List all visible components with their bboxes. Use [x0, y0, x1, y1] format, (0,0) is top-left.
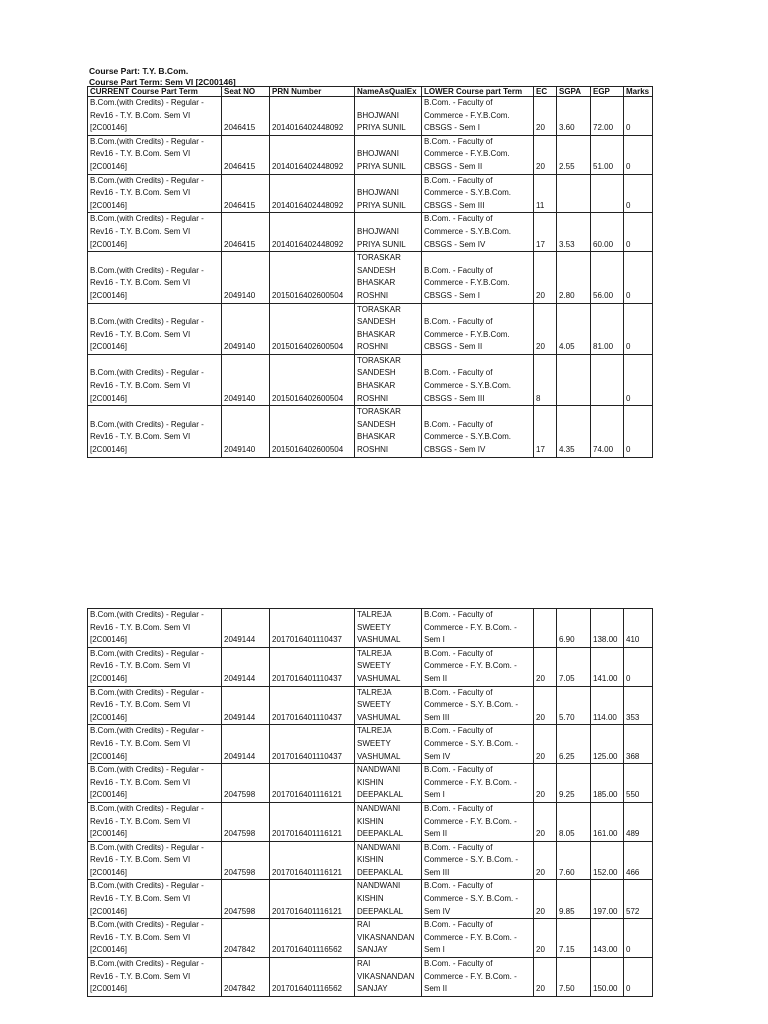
table-row — [88, 725, 653, 764]
cell-seat-no: 2049140 — [222, 303, 270, 354]
cell-lower-term: B.Com. - Faculty of Commerce - S.Y. B.Com. - Sem III — [422, 686, 534, 725]
cell-lower-term: B.Com. - Faculty of Commerce - F.Y.B.Com. CBSGS - Sem II — [422, 135, 534, 174]
cell-sgpa: 3.53 — [557, 213, 591, 252]
col-header-current-term: CURRENT Course Part Term — [88, 87, 222, 97]
cell-lower-term: B.Com. - Faculty of Commerce - S.Y.B.Com. CBSGS - Sem III — [422, 174, 534, 213]
cell-sgpa — [557, 354, 591, 405]
table-row — [88, 841, 653, 880]
cell-name: TORASKAR SANDESH BHASKAR ROSHNI — [355, 354, 422, 405]
course-part-term-label: Course Part Term: Sem VI [2C00146] — [89, 77, 236, 87]
cell-prn: 2014016402448092 — [270, 97, 355, 136]
cell-marks: 0 — [624, 406, 653, 457]
cell-current-term: B.Com.(with Credits) - Regular - Rev16 - T.Y. B.Com. Sem VI [2C00146] — [88, 135, 222, 174]
cell-lower-term: B.Com. - Faculty of Commerce - F.Y. B.Com. - Sem II — [422, 802, 534, 841]
cell-sgpa: 7.05 — [557, 647, 591, 686]
cell-lower-term: B.Com. - Faculty of Commerce - F.Y. B.Com. - Sem I — [422, 764, 534, 803]
cell-sgpa: 5.70 — [557, 686, 591, 725]
cell-egp: 114.00 — [591, 686, 624, 725]
cell-egp: 72.00 — [591, 97, 624, 136]
cell-prn: 2014016402448092 — [270, 174, 355, 213]
cell-seat-no: 2049144 — [222, 647, 270, 686]
cell-name: NANDWANI KISHIN DEEPAKLAL — [355, 764, 422, 803]
cell-current-term: B.Com.(with Credits) - Regular - Rev16 - T.Y. B.Com. Sem VI [2C00146] — [88, 647, 222, 686]
cell-sgpa: 7.15 — [557, 919, 591, 958]
table-row — [88, 174, 653, 213]
cell-egp: 74.00 — [591, 406, 624, 457]
cell-current-term: B.Com.(with Credits) - Regular - Rev16 - T.Y. B.Com. Sem VI [2C00146] — [88, 802, 222, 841]
cell-egp: 51.00 — [591, 135, 624, 174]
cell-ec: 20 — [534, 764, 557, 803]
cell-sgpa: 7.60 — [557, 841, 591, 880]
cell-marks: 353 — [624, 686, 653, 725]
cell-sgpa: 8.05 — [557, 802, 591, 841]
cell-name: RAI VIKASNANDAN SANJAY — [355, 958, 422, 997]
cell-name: BHOJWANI PRIYA SUNIL — [355, 174, 422, 213]
cell-sgpa: 6.90 — [557, 609, 591, 648]
cell-sgpa: 9.25 — [557, 764, 591, 803]
cell-current-term: B.Com.(with Credits) - Regular - Rev16 - T.Y. B.Com. Sem VI [2C00146] — [88, 841, 222, 880]
cell-sgpa: 7.50 — [557, 958, 591, 997]
cell-name: TALREJA SWEETY VASHUMAL — [355, 647, 422, 686]
cell-marks: 489 — [624, 802, 653, 841]
cell-prn: 2017016401116121 — [270, 764, 355, 803]
cell-seat-no: 2046415 — [222, 174, 270, 213]
cell-seat-no: 2047598 — [222, 841, 270, 880]
cell-egp: 150.00 — [591, 958, 624, 997]
cell-prn: 2015016402600504 — [270, 303, 355, 354]
col-header-marks: Marks — [624, 87, 653, 97]
cell-ec: 20 — [534, 725, 557, 764]
cell-current-term: B.Com.(with Credits) - Regular - Rev16 - T.Y. B.Com. Sem VI [2C00146] — [88, 354, 222, 405]
cell-ec: 20 — [534, 303, 557, 354]
cell-current-term: B.Com.(with Credits) - Regular - Rev16 - T.Y. B.Com. Sem VI [2C00146] — [88, 406, 222, 457]
table-header-row — [88, 87, 653, 97]
cell-sgpa: 6.25 — [557, 725, 591, 764]
table-row — [88, 609, 653, 648]
cell-marks: 0 — [624, 213, 653, 252]
cell-seat-no: 2049140 — [222, 252, 270, 303]
cell-prn: 2017016401116562 — [270, 919, 355, 958]
cell-marks: 0 — [624, 303, 653, 354]
cell-marks: 410 — [624, 609, 653, 648]
cell-egp: 185.00 — [591, 764, 624, 803]
cell-lower-term: B.Com. - Faculty of Commerce - S.Y.B.Com. CBSGS - Sem III — [422, 354, 534, 405]
cell-name: BHOJWANI PRIYA SUNIL — [355, 97, 422, 136]
cell-current-term: B.Com.(with Credits) - Regular - Rev16 - T.Y. B.Com. Sem VI [2C00146] — [88, 213, 222, 252]
cell-marks: 0 — [624, 647, 653, 686]
cell-sgpa — [557, 174, 591, 213]
cell-marks: 550 — [624, 764, 653, 803]
cell-marks: 368 — [624, 725, 653, 764]
cell-ec: 20 — [534, 686, 557, 725]
cell-current-term: B.Com.(with Credits) - Regular - Rev16 - T.Y. B.Com. Sem VI [2C00146] — [88, 725, 222, 764]
cell-lower-term: B.Com. - Faculty of Commerce - F.Y. B.Com. - Sem II — [422, 647, 534, 686]
cell-marks: 466 — [624, 841, 653, 880]
cell-ec: 20 — [534, 252, 557, 303]
cell-seat-no: 2046415 — [222, 135, 270, 174]
cell-current-term: B.Com.(with Credits) - Regular - Rev16 - T.Y. B.Com. Sem VI [2C00146] — [88, 252, 222, 303]
cell-lower-term: B.Com. - Faculty of Commerce - S.Y. B.Com. - Sem III — [422, 841, 534, 880]
cell-name: TORASKAR SANDESH BHASKAR ROSHNI — [355, 406, 422, 457]
cell-seat-no: 2046415 — [222, 213, 270, 252]
cell-seat-no: 2047598 — [222, 880, 270, 919]
table-row — [88, 647, 653, 686]
cell-name: BHOJWANI PRIYA SUNIL — [355, 213, 422, 252]
cell-egp: 56.00 — [591, 252, 624, 303]
cell-lower-term: B.Com. - Faculty of Commerce - S.Y.B.Com. CBSGS - Sem IV — [422, 406, 534, 457]
cell-egp: 141.00 — [591, 647, 624, 686]
cell-seat-no: 2049144 — [222, 725, 270, 764]
cell-ec — [534, 609, 557, 648]
cell-egp: 125.00 — [591, 725, 624, 764]
table-row — [88, 213, 653, 252]
cell-prn: 2015016402600504 — [270, 354, 355, 405]
cell-name: BHOJWANI PRIYA SUNIL — [355, 135, 422, 174]
cell-ec: 17 — [534, 213, 557, 252]
cell-name: TALREJA SWEETY VASHUMAL — [355, 725, 422, 764]
cell-seat-no: 2047598 — [222, 802, 270, 841]
table-row — [88, 97, 653, 136]
cell-lower-term: B.Com. - Faculty of Commerce - S.Y.B.Com. CBSGS - Sem IV — [422, 213, 534, 252]
table-row — [88, 764, 653, 803]
col-header-prn: PRN Number — [270, 87, 355, 97]
cell-sgpa: 3.60 — [557, 97, 591, 136]
cell-current-term: B.Com.(with Credits) - Regular - Rev16 - T.Y. B.Com. Sem VI [2C00146] — [88, 919, 222, 958]
cell-lower-term: B.Com. - Faculty of Commerce - S.Y. B.Com. - Sem IV — [422, 725, 534, 764]
col-header-seat-no: Seat NO — [222, 87, 270, 97]
cell-prn: 2017016401110437 — [270, 725, 355, 764]
cell-lower-term: B.Com. - Faculty of Commerce - F.Y. B.Com. - Sem I — [422, 609, 534, 648]
cell-lower-term: B.Com. - Faculty of Commerce - F.Y.B.Com. CBSGS - Sem I — [422, 252, 534, 303]
cell-marks: 0 — [624, 97, 653, 136]
cell-prn: 2017016401110437 — [270, 609, 355, 648]
cell-prn: 2014016402448092 — [270, 213, 355, 252]
cell-lower-term: B.Com. - Faculty of Commerce - F.Y. B.Com. - Sem II — [422, 958, 534, 997]
cell-marks: 0 — [624, 252, 653, 303]
table-row — [88, 354, 653, 405]
cell-prn: 2017016401116121 — [270, 880, 355, 919]
cell-current-term: B.Com.(with Credits) - Regular - Rev16 - T.Y. B.Com. Sem VI [2C00146] — [88, 303, 222, 354]
cell-marks: 0 — [624, 354, 653, 405]
cell-seat-no: 2049144 — [222, 609, 270, 648]
cell-name: NANDWANI KISHIN DEEPAKLAL — [355, 880, 422, 919]
table-row — [88, 406, 653, 457]
cell-name: NANDWANI KISHIN DEEPAKLAL — [355, 841, 422, 880]
cell-marks: 0 — [624, 174, 653, 213]
table-row — [88, 252, 653, 303]
cell-name: TORASKAR SANDESH BHASKAR ROSHNI — [355, 303, 422, 354]
cell-name: TORASKAR SANDESH BHASKAR ROSHNI — [355, 252, 422, 303]
table-row — [88, 802, 653, 841]
cell-sgpa: 9.85 — [557, 880, 591, 919]
cell-sgpa: 4.35 — [557, 406, 591, 457]
cell-ec: 20 — [534, 880, 557, 919]
cell-egp: 152.00 — [591, 841, 624, 880]
cell-current-term: B.Com.(with Credits) - Regular - Rev16 - T.Y. B.Com. Sem VI [2C00146] — [88, 609, 222, 648]
cell-seat-no: 2046415 — [222, 97, 270, 136]
cell-name: NANDWANI KISHIN DEEPAKLAL — [355, 802, 422, 841]
col-header-egp: EGP — [591, 87, 624, 97]
col-header-lower-term: LOWER Course part Term — [422, 87, 534, 97]
cell-egp: 197.00 — [591, 880, 624, 919]
cell-sgpa: 2.55 — [557, 135, 591, 174]
cell-seat-no: 2049140 — [222, 354, 270, 405]
col-header-sgpa: SGPA — [557, 87, 591, 97]
cell-current-term: B.Com.(with Credits) - Regular - Rev16 - T.Y. B.Com. Sem VI [2C00146] — [88, 174, 222, 213]
cell-marks: 0 — [624, 919, 653, 958]
cell-prn: 2014016402448092 — [270, 135, 355, 174]
cell-ec: 11 — [534, 174, 557, 213]
cell-prn: 2017016401116562 — [270, 958, 355, 997]
col-header-ec: EC — [534, 87, 557, 97]
cell-sgpa: 2.80 — [557, 252, 591, 303]
cell-seat-no: 2049140 — [222, 406, 270, 457]
cell-ec: 20 — [534, 919, 557, 958]
cell-current-term: B.Com.(with Credits) - Regular - Rev16 - T.Y. B.Com. Sem VI [2C00146] — [88, 958, 222, 997]
cell-prn: 2015016402600504 — [270, 252, 355, 303]
cell-ec: 8 — [534, 354, 557, 405]
cell-prn: 2017016401116121 — [270, 841, 355, 880]
cell-ec: 20 — [534, 802, 557, 841]
cell-egp — [591, 354, 624, 405]
cell-egp — [591, 174, 624, 213]
table-row — [88, 303, 653, 354]
table-row — [88, 919, 653, 958]
cell-sgpa: 4.05 — [557, 303, 591, 354]
table-row — [88, 135, 653, 174]
cell-egp: 81.00 — [591, 303, 624, 354]
cell-current-term: B.Com.(with Credits) - Regular - Rev16 - T.Y. B.Com. Sem VI [2C00146] — [88, 880, 222, 919]
course-part-label: Course Part: T.Y. B.Com. — [89, 66, 189, 76]
cell-seat-no: 2047598 — [222, 764, 270, 803]
cell-egp: 143.00 — [591, 919, 624, 958]
cell-current-term: B.Com.(with Credits) - Regular - Rev16 - T.Y. B.Com. Sem VI [2C00146] — [88, 686, 222, 725]
cell-ec: 20 — [534, 841, 557, 880]
cell-ec: 20 — [534, 97, 557, 136]
cell-marks: 0 — [624, 958, 653, 997]
cell-name: RAI VIKASNANDAN SANJAY — [355, 919, 422, 958]
cell-lower-term: B.Com. - Faculty of Commerce - F.Y.B.Com. CBSGS - Sem I — [422, 97, 534, 136]
cell-prn: 2017016401110437 — [270, 647, 355, 686]
cell-lower-term: B.Com. - Faculty of Commerce - S.Y. B.Com. - Sem IV — [422, 880, 534, 919]
results-table-2 — [87, 608, 653, 997]
cell-egp: 138.00 — [591, 609, 624, 648]
cell-seat-no: 2049144 — [222, 686, 270, 725]
cell-name: TALREJA SWEETY VASHUMAL — [355, 686, 422, 725]
cell-prn: 2015016402600504 — [270, 406, 355, 457]
col-header-name: NameAsQualEx — [355, 87, 422, 97]
results-table-1 — [87, 86, 653, 458]
cell-ec: 20 — [534, 135, 557, 174]
cell-marks: 572 — [624, 880, 653, 919]
cell-current-term: B.Com.(with Credits) - Regular - Rev16 - T.Y. B.Com. Sem VI [2C00146] — [88, 764, 222, 803]
cell-ec: 20 — [534, 647, 557, 686]
cell-ec: 20 — [534, 958, 557, 997]
cell-prn: 2017016401116121 — [270, 802, 355, 841]
cell-marks: 0 — [624, 135, 653, 174]
table-row — [88, 880, 653, 919]
cell-egp: 60.00 — [591, 213, 624, 252]
cell-seat-no: 2047842 — [222, 958, 270, 997]
cell-lower-term: B.Com. - Faculty of Commerce - F.Y. B.Com. - Sem I — [422, 919, 534, 958]
table-row — [88, 958, 653, 997]
cell-current-term: B.Com.(with Credits) - Regular - Rev16 - T.Y. B.Com. Sem VI [2C00146] — [88, 97, 222, 136]
cell-seat-no: 2047842 — [222, 919, 270, 958]
cell-prn: 2017016401110437 — [270, 686, 355, 725]
table-row — [88, 686, 653, 725]
cell-ec: 17 — [534, 406, 557, 457]
cell-name: TALREJA SWEETY VASHUMAL — [355, 609, 422, 648]
cell-egp: 161.00 — [591, 802, 624, 841]
cell-lower-term: B.Com. - Faculty of Commerce - F.Y.B.Com. CBSGS - Sem II — [422, 303, 534, 354]
